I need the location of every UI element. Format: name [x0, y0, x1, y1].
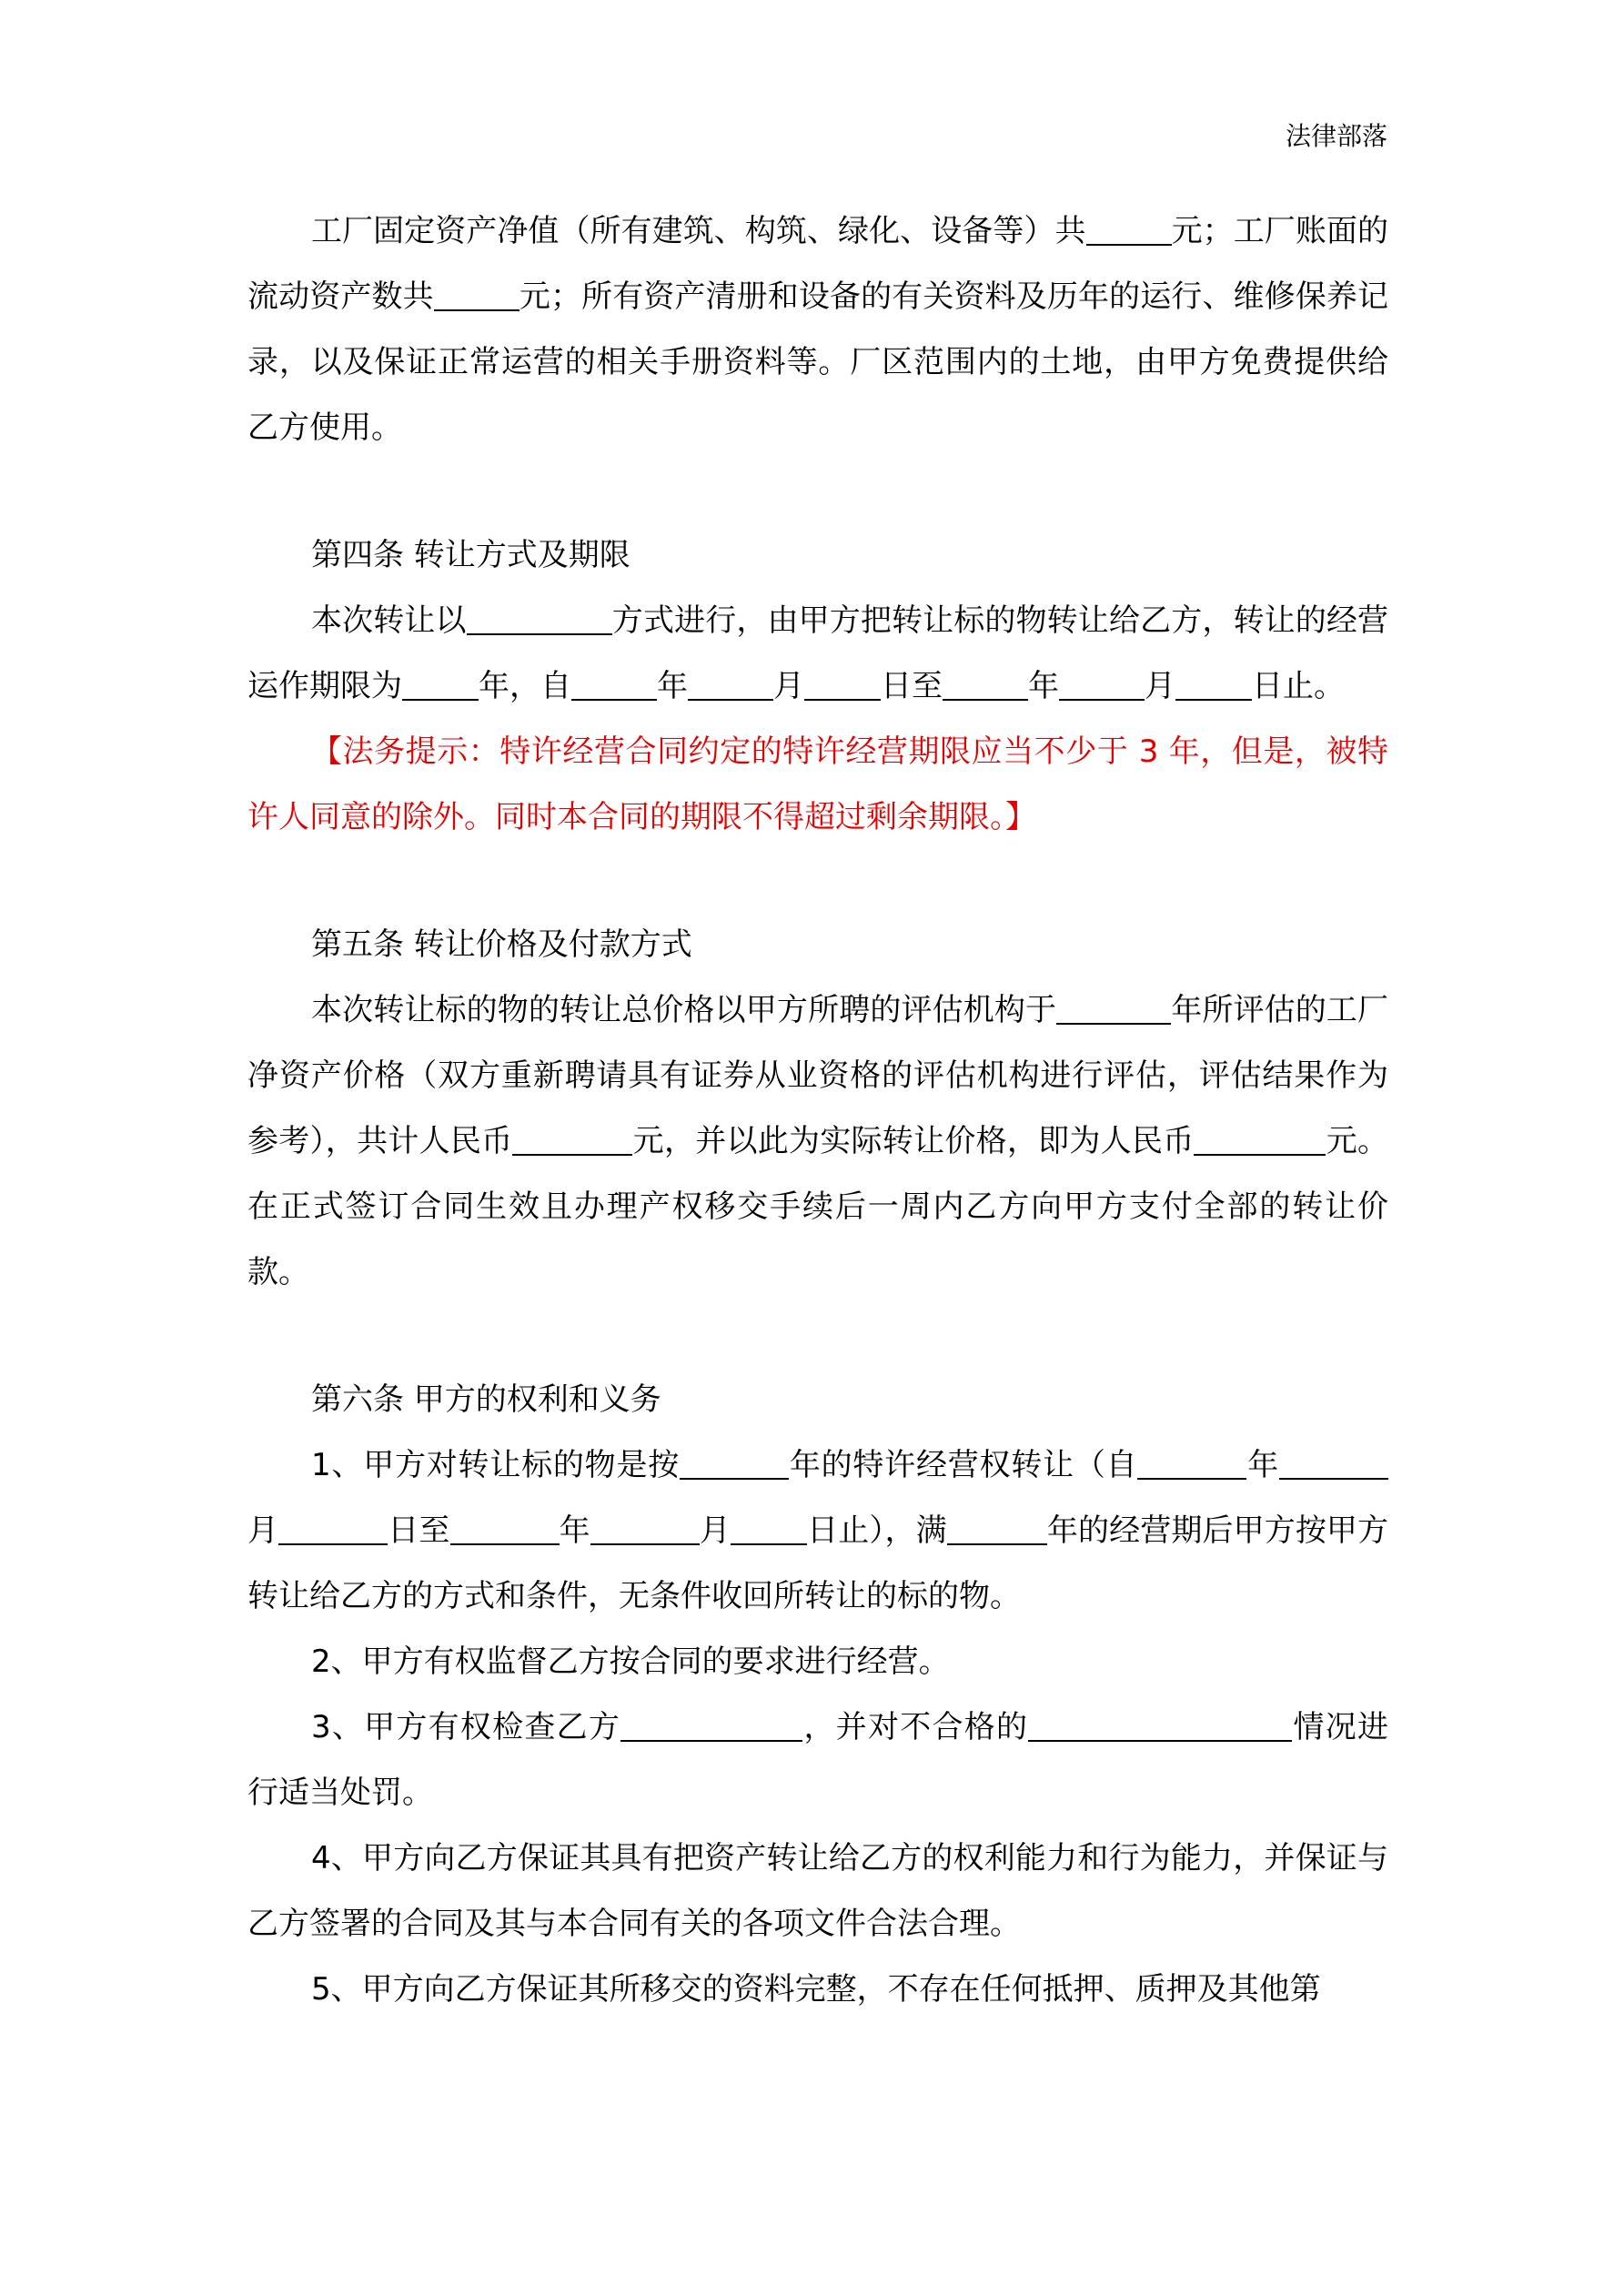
- blank-field[interactable]: [804, 666, 881, 701]
- blank-field[interactable]: [402, 666, 479, 701]
- article6-item-3: 3、甲方有权检查乙方 ，并对不合格的 情况进行适当处罚。: [247, 1709, 1388, 1811]
- blank-field[interactable]: [278, 1511, 388, 1545]
- blank-field[interactable]: [590, 1511, 700, 1545]
- blank-field[interactable]: [947, 1511, 1047, 1545]
- blank-field[interactable]: [434, 277, 519, 311]
- article6-item-2: 2、甲方有权监督乙方按合同的要求进行经营。: [311, 1644, 950, 1680]
- blank-field[interactable]: [1137, 1445, 1246, 1480]
- article6-title: 第六条 甲方的权利和义务: [311, 1381, 661, 1418]
- article5-paragraph: 本次转让标的物的转让总价格以甲方所聘的评估机构于 年所评估的工厂净资产价格（双方重新聘请具有证券从业资格的评估机构进行评估，评估结果作为参考），共计人民币 元，并以此为实际转让价格，即为人民币 元。在正式签订合同生效且办理产权移交手续后一周内乙方向甲方支付全部的转让价款。: [247, 992, 1389, 1290]
- asset-paragraph: 工厂固定资产净值（所有建筑、构筑、绿化、设备等）共 元；工厂账面的流动资产数共 元；所有资产清册和设备的有关资料及历年的运行、维修保养记录，以及保证正常运营的相关手册资料等。厂区范围内的土地，由甲方免费提供给乙方使用。: [247, 213, 1389, 446]
- blank-field[interactable]: [1279, 1445, 1388, 1480]
- blank-field[interactable]: [512, 1121, 632, 1156]
- contract-body: [247, 198, 1388, 2022]
- blank-field[interactable]: [1194, 1121, 1326, 1156]
- blank-field[interactable]: [467, 601, 612, 635]
- article5-title: 第五条 转让价格及付款方式: [311, 926, 692, 963]
- blank-field[interactable]: [680, 1445, 789, 1480]
- article4-paragraph: 本次转让以 方式进行，由甲方把转让标的物转让给乙方，转让的经营运作期限为 年，自 年 月 日至 年 月 日止。: [247, 602, 1389, 704]
- article6-item-1: 1、甲方对转让标的物是按 年的特许经营权转让（自 年月 日至 年 月 日止），满 年的经营期后甲方按甲方转让给乙方的方式和条件，无条件收回所转让的标的物。: [247, 1447, 1389, 1614]
- article4-title: 第四条 转让方式及期限: [311, 537, 630, 573]
- blank-field[interactable]: [620, 1707, 802, 1742]
- blank-field[interactable]: [688, 666, 773, 701]
- blank-field[interactable]: [943, 666, 1028, 701]
- blank-field[interactable]: [450, 1511, 560, 1545]
- blank-field[interactable]: [571, 666, 657, 701]
- blank-field[interactable]: [1056, 990, 1171, 1025]
- blank-field[interactable]: [731, 1511, 807, 1545]
- blank-field[interactable]: [1028, 1707, 1292, 1742]
- blank-field[interactable]: [1059, 666, 1145, 701]
- article6-item-5: 5、甲方向乙方保证其所移交的资料完整，不存在任何抵押、质押及其他第: [311, 1971, 1321, 2008]
- header-brand: 法律部落: [1285, 121, 1387, 151]
- legal-tip: 【法务提示：特许经营合同约定的特许经营期限应当不少于 3 年，但是，被特许人同意的除外。同时本合同的期限不得超过剩余期限。】: [247, 733, 1388, 835]
- blank-field[interactable]: [1086, 211, 1172, 246]
- article6-item-4: 4、甲方向乙方保证其具有把资产转让给乙方的权利能力和行为能力，并保证与乙方签署的合同及其与本合同有关的各项文件合法合理。: [247, 1840, 1388, 1942]
- blank-field[interactable]: [1175, 666, 1252, 701]
